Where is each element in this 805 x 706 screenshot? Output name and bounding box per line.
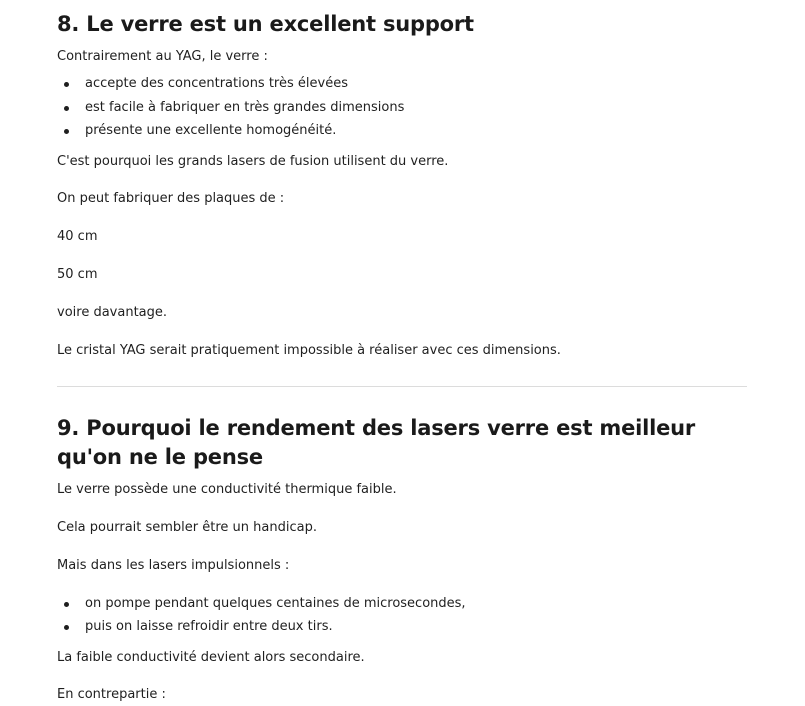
section-8-paragraph: 50 cm xyxy=(57,267,98,282)
section-9-paragraph: Le verre possède une conductivité thermique faible. xyxy=(57,482,397,497)
list-item: accepte des concentrations très élevées xyxy=(57,75,747,99)
list-item: on pompe pendant quelques centaines de microsecondes, xyxy=(57,595,747,618)
list-item: présente une excellente homogénéité. xyxy=(57,122,747,146)
section-8-paragraph: Le cristal YAG serait pratiquement impossible à réaliser avec ces dimensions. xyxy=(57,343,561,358)
section-8-paragraph: C'est pourquoi les grands lasers de fusion utilisent du verre. xyxy=(57,154,449,169)
section-8-heading: 8. Le verre est un excellent support xyxy=(57,12,474,36)
section-8-paragraph: 40 cm xyxy=(57,229,98,244)
section-divider xyxy=(57,386,747,387)
list-item: puis on laisse refroidir entre deux tirs. xyxy=(57,618,747,641)
section-9-list xyxy=(57,595,747,641)
section-9-paragraph: Mais dans les lasers impulsionnels : xyxy=(57,558,290,573)
section-9-paragraph: La faible conductivité devient alors secondaire. xyxy=(57,650,365,665)
section-8-paragraph: On peut fabriquer des plaques de : xyxy=(57,191,285,206)
section-8-list xyxy=(57,75,747,146)
section-8-paragraph: voire davantage. xyxy=(57,305,168,320)
section-9-paragraph: Cela pourrait sembler être un handicap. xyxy=(57,520,317,535)
section-9-heading: 9. Pourquoi le rendement des lasers verre est meilleur qu'on ne le pense xyxy=(57,416,696,469)
section-9-paragraph: En contrepartie : xyxy=(57,687,166,702)
list-item: est facile à fabriquer en très grandes dimensions xyxy=(57,99,747,123)
section-8-intro: Contrairement au YAG, le verre : xyxy=(57,49,268,64)
